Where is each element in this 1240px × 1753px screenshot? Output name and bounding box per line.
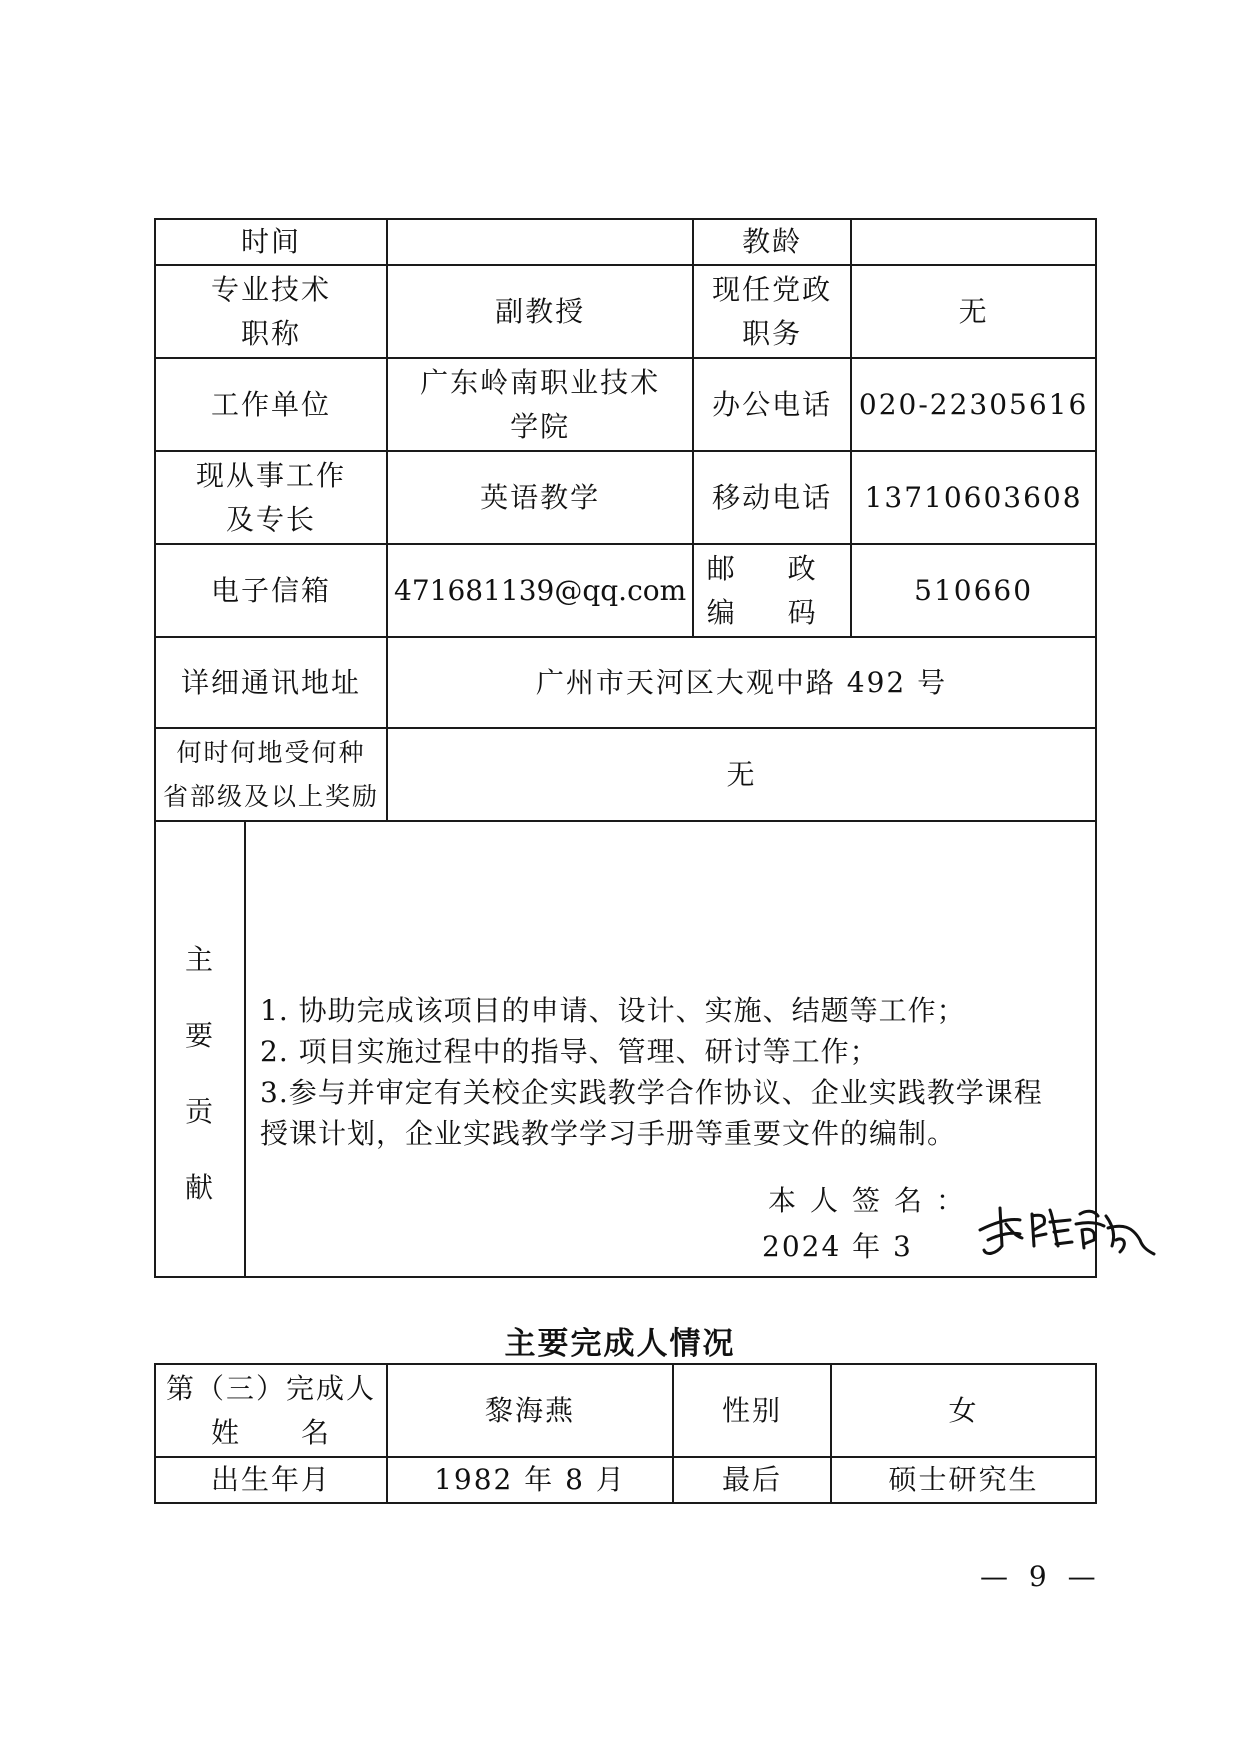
table-row (155, 821, 1096, 1277)
table-row (155, 219, 1096, 265)
award-label (155, 728, 387, 821)
contribution-label-char: 主 (184, 943, 215, 976)
teaching-years-label: 教龄 (693, 219, 851, 265)
email-value: 471681139@qq.com (387, 544, 693, 637)
gender-value: 女 (831, 1364, 1096, 1457)
section-title: 主要完成人情况 (504, 1326, 736, 1362)
final-education-label: 最后 (673, 1457, 831, 1503)
award-value: 无 (387, 728, 1096, 821)
current-work-value: 英语教学 (387, 451, 693, 544)
birth-date-label: 出生年月 (155, 1457, 387, 1503)
contribution-line: 2. 项目实施过程中的指导、管理、研讨等工作； (260, 1035, 879, 1068)
party-position-label (693, 265, 851, 358)
final-education-value: 硕士研究生 (831, 1457, 1096, 1503)
page-number: — 9 — (980, 1560, 1102, 1593)
completer-info-table (154, 1363, 1097, 1504)
professional-title-label (155, 265, 387, 358)
birth-date-value: 1982 年 8 月 (387, 1457, 673, 1503)
email-label: 电子信箱 (155, 544, 387, 637)
table-row (155, 728, 1096, 821)
completer-name-label-line2: 姓 名 (210, 1415, 331, 1449)
postal-code-label-line2: 编 码 (706, 595, 838, 629)
time-label: 时间 (155, 219, 387, 265)
postal-code-label (693, 544, 851, 637)
postal-code-label-line1: 邮 政 (706, 551, 838, 585)
professional-title-label-line1: 专业技术 (210, 272, 331, 306)
party-position-label-line2: 职务 (742, 316, 803, 350)
contribution-label-char: 要 (184, 1019, 215, 1052)
professional-title-label-line2: 职称 (240, 316, 301, 350)
signature-date: 2024 年 3 (762, 1230, 913, 1263)
gender-label: 性别 (673, 1364, 831, 1457)
contribution-label (156, 822, 246, 1276)
contribution-label-char: 献 (184, 1171, 215, 1204)
contribution-label-char: 贡 (184, 1095, 215, 1128)
office-phone-label: 办公电话 (693, 358, 851, 451)
professional-title-value: 副教授 (387, 265, 693, 358)
completer-name-value: 黎海燕 (387, 1364, 673, 1457)
current-work-label-line1: 现从事工作 (195, 458, 346, 492)
work-unit-label: 工作单位 (155, 358, 387, 451)
table-row (155, 451, 1096, 544)
contribution-body (246, 822, 1095, 1276)
mobile-phone-value: 13710603608 (851, 451, 1096, 544)
contribution-line: 3.参与并审定有关校企实践教学合作协议、企业实践教学课程 (260, 1076, 1043, 1109)
postal-code-value: 510660 (851, 544, 1096, 637)
address-value: 广州市天河区大观中路 492 号 (387, 637, 1096, 728)
table-row (155, 358, 1096, 451)
signature-label: 本人签名： (768, 1184, 979, 1217)
party-position-value: 无 (851, 265, 1096, 358)
award-label-line1: 何时何地受何种 (176, 737, 366, 767)
completer-name-label-line1: 第（三）完成人 (165, 1371, 376, 1405)
handwritten-signature (976, 1200, 1156, 1260)
table-row (155, 265, 1096, 358)
contribution-lines (260, 990, 1089, 1154)
completer-name-label (155, 1364, 387, 1457)
party-position-label-line1: 现任党政 (712, 272, 833, 306)
table-row (155, 637, 1096, 728)
personal-info-table (154, 218, 1097, 1278)
work-unit-value-line2: 学院 (510, 409, 571, 443)
table-row (155, 1457, 1096, 1503)
office-phone-value: 020-22305616 (851, 358, 1096, 451)
teaching-years-value (851, 219, 1096, 265)
contribution-line: 授课计划，企业实践教学学习手册等重要文件的编制。 (260, 1117, 957, 1150)
time-value (387, 219, 693, 265)
table-row (155, 544, 1096, 637)
table-row (155, 1364, 1096, 1457)
work-unit-value-line1: 广东岭南职业技术 (420, 365, 661, 399)
address-label: 详细通讯地址 (155, 637, 387, 728)
current-work-label (155, 451, 387, 544)
contribution-cell (155, 821, 1096, 1277)
mobile-phone-label: 移动电话 (693, 451, 851, 544)
award-label-line2: 省部级及以上奖励 (162, 781, 379, 811)
work-unit-value (387, 358, 693, 451)
contribution-line: 1. 协助完成该项目的申请、设计、实施、结题等工作； (260, 994, 966, 1027)
current-work-label-line2: 及专长 (225, 502, 316, 536)
